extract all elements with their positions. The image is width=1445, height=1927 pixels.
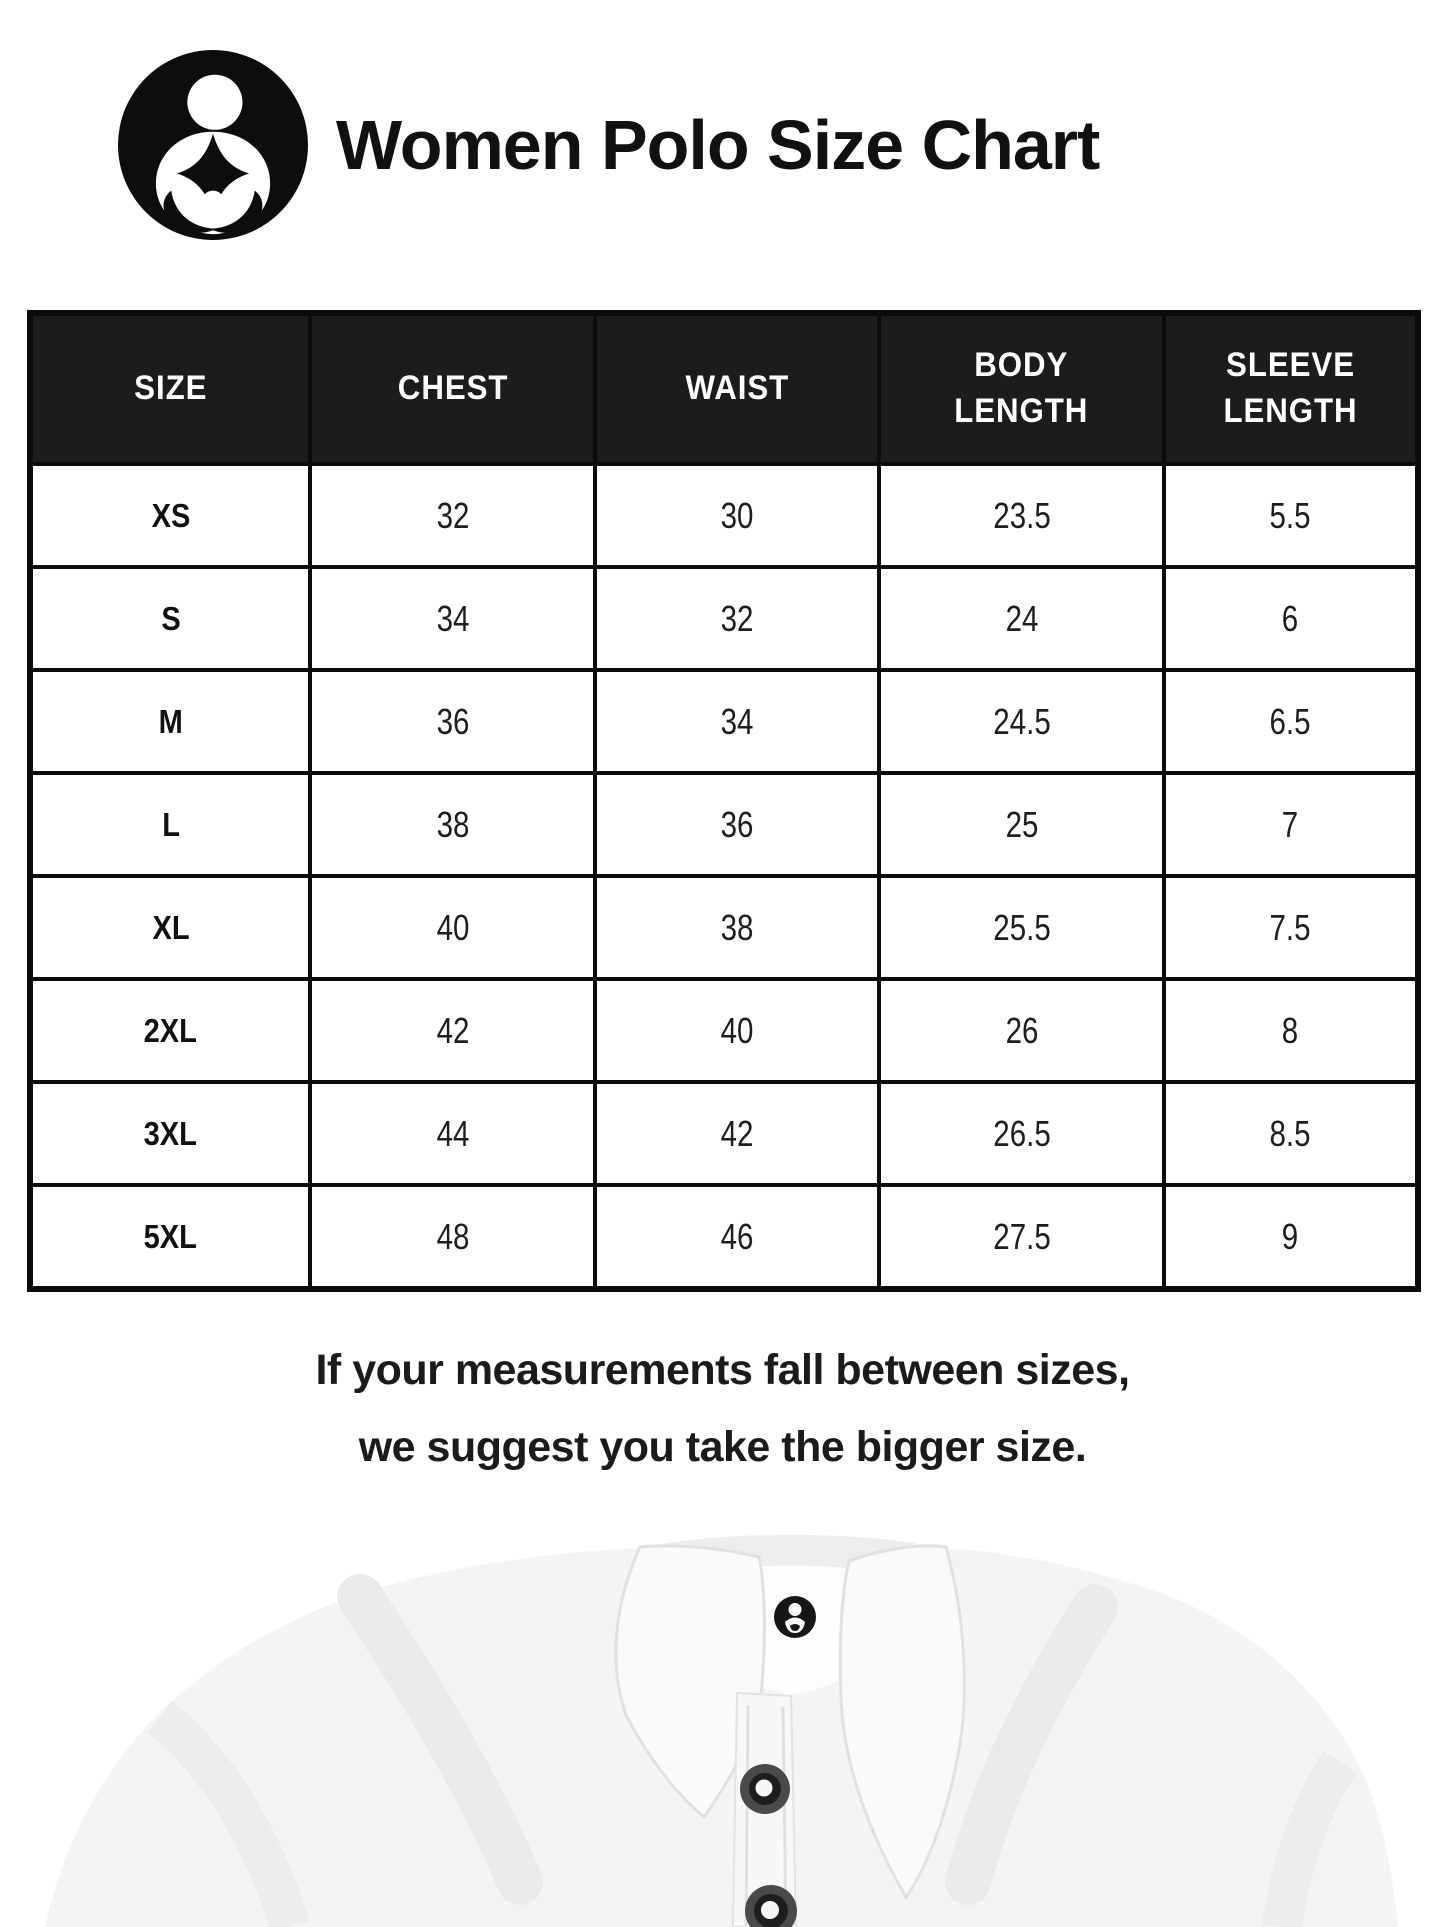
sleeve-length-cell: 8 [1164, 979, 1418, 1082]
table-row [30, 773, 1418, 876]
chest-cell: 42 [310, 979, 595, 1082]
body-length-cell: 24 [879, 567, 1164, 670]
waist-cell: 42 [595, 1082, 880, 1185]
waist-cell: 32 [595, 567, 880, 670]
size-cell: XS [30, 464, 310, 567]
size-chart-table [27, 310, 1421, 1292]
size-cell: S [30, 567, 310, 670]
chest-cell: 40 [310, 876, 595, 979]
body-length-cell: 23.5 [879, 464, 1164, 567]
sleeve-length-cell: 7 [1164, 773, 1418, 876]
size-cell: 3XL [30, 1082, 310, 1185]
chest-cell: 44 [310, 1082, 595, 1185]
sizing-note [0, 1332, 1445, 1486]
collar-brand-tag-icon [774, 1596, 816, 1638]
body-length-cell: 26.5 [879, 1082, 1164, 1185]
sleeve-length-cell: 5.5 [1164, 464, 1418, 567]
column-header-body-length: BODY LENGTH [879, 313, 1164, 464]
sleeve-length-cell: 6.5 [1164, 670, 1418, 773]
size-cell: L [30, 773, 310, 876]
body-length-cell: 27.5 [879, 1185, 1164, 1289]
table-header-row [30, 313, 1418, 464]
size-cell: XL [30, 876, 310, 979]
body-length-cell: 26 [879, 979, 1164, 1082]
size-cell: 5XL [30, 1185, 310, 1289]
body-length-cell: 25.5 [879, 876, 1164, 979]
waist-cell: 34 [595, 670, 880, 773]
body-length-cell: 25 [879, 773, 1164, 876]
table-row [30, 567, 1418, 670]
table-row [30, 979, 1418, 1082]
chest-cell: 48 [310, 1185, 595, 1289]
waist-cell: 40 [595, 979, 880, 1082]
size-cell: 2XL [30, 979, 310, 1082]
size-cell: M [30, 670, 310, 773]
note-line-2: we suggest you take the bigger size. [358, 1423, 1087, 1471]
waist-cell: 30 [595, 464, 880, 567]
size-table-body [30, 464, 1418, 1289]
polo-button-top [740, 1764, 790, 1814]
waist-cell: 36 [595, 773, 880, 876]
table-row [30, 464, 1418, 567]
table-row [30, 670, 1418, 773]
note-line-1: If your measurements fall between sizes, [315, 1346, 1130, 1394]
column-header-waist: WAIST [595, 313, 880, 464]
column-header-sleeve-length: SLEEVE LENGTH [1164, 313, 1418, 464]
column-header-chest: CHEST [310, 313, 595, 464]
header [118, 50, 1099, 240]
body-length-cell: 24.5 [879, 670, 1164, 773]
waist-cell: 38 [595, 876, 880, 979]
chest-cell: 38 [310, 773, 595, 876]
page-title: Women Polo Size Chart [336, 106, 1100, 184]
sleeve-length-cell: 6 [1164, 567, 1418, 670]
table-row [30, 876, 1418, 979]
chest-cell: 36 [310, 670, 595, 773]
sleeve-length-cell: 8.5 [1164, 1082, 1418, 1185]
table-row [30, 1185, 1418, 1289]
column-header-size: SIZE [30, 313, 310, 464]
polo-shirt-image [0, 1527, 1445, 1927]
waist-cell: 46 [595, 1185, 880, 1289]
chest-cell: 32 [310, 464, 595, 567]
sleeve-length-cell: 7.5 [1164, 876, 1418, 979]
table-row [30, 1082, 1418, 1185]
chest-cell: 34 [310, 567, 595, 670]
sleeve-length-cell: 9 [1164, 1185, 1418, 1289]
brand-logo-icon [118, 50, 308, 240]
